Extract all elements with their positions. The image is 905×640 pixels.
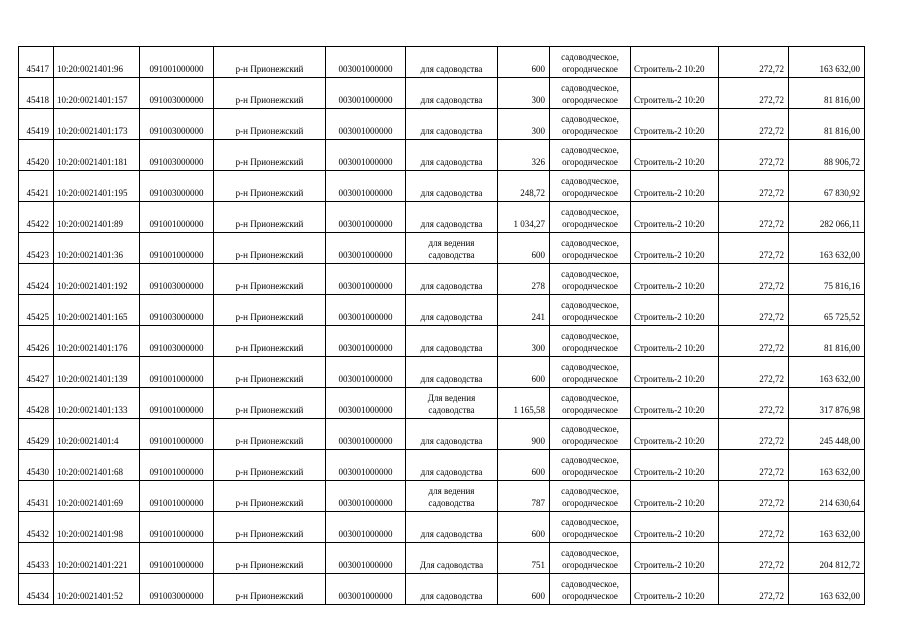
rate-cell: 272,72 — [719, 202, 789, 233]
okato-code-cell: 091001000000 — [140, 47, 214, 78]
rate-cell: 272,72 — [719, 574, 789, 605]
zone-code-cell: 003001000000 — [326, 543, 406, 574]
cadastral-number-cell: 10:20:0021401:69 — [54, 481, 140, 512]
district-cell: р-н Прионежский — [214, 512, 326, 543]
permitted-use-cell: для садоводства — [406, 78, 498, 109]
district-cell: р-н Прионежский — [214, 233, 326, 264]
cadastral-number-cell: 10:20:0021401:68 — [54, 450, 140, 481]
cadastral-value-cell: 163 632,00 — [789, 450, 865, 481]
area-cell: 326 — [498, 140, 550, 171]
area-cell: 600 — [498, 357, 550, 388]
table-row — [19, 295, 865, 326]
cadastral-number-cell: 10:20:0021401:98 — [54, 512, 140, 543]
permitted-use-cell: для садоводства — [406, 357, 498, 388]
settlement-cell: Строитель-2 10:20 — [631, 543, 719, 574]
row-number-cell: 45426 — [19, 326, 54, 357]
district-cell: р-н Прионежский — [214, 543, 326, 574]
category-cell: садоводческое, огороднческое — [550, 450, 631, 481]
table-row — [19, 388, 865, 419]
row-number-cell: 45423 — [19, 233, 54, 264]
area-cell: 278 — [498, 264, 550, 295]
district-cell: р-н Прионежский — [214, 450, 326, 481]
permitted-use-cell: для садоводства — [406, 295, 498, 326]
rate-cell: 272,72 — [719, 543, 789, 574]
cadastral-value-cell: 214 630,64 — [789, 481, 865, 512]
zone-code-cell: 003001000000 — [326, 481, 406, 512]
rate-cell: 272,72 — [719, 388, 789, 419]
district-cell: р-н Прионежский — [214, 481, 326, 512]
district-cell: р-н Прионежский — [214, 47, 326, 78]
district-cell: р-н Прионежский — [214, 419, 326, 450]
permitted-use-cell: для ведения садоводства — [406, 481, 498, 512]
row-number-cell: 45422 — [19, 202, 54, 233]
row-number-cell: 45433 — [19, 543, 54, 574]
area-cell: 1 165,58 — [498, 388, 550, 419]
area-cell: 300 — [498, 109, 550, 140]
category-cell: садоводческое, огороднческое — [550, 78, 631, 109]
rate-cell: 272,72 — [719, 264, 789, 295]
zone-code-cell: 003001000000 — [326, 419, 406, 450]
cadastral-value-cell: 75 816,16 — [789, 264, 865, 295]
cadastral-value-cell: 163 632,00 — [789, 512, 865, 543]
category-cell: садоводческое, огороднческое — [550, 543, 631, 574]
zone-code-cell: 003001000000 — [326, 171, 406, 202]
category-cell: садоводческое, огороднческое — [550, 109, 631, 140]
rate-cell: 272,72 — [719, 512, 789, 543]
permitted-use-cell: для садоводства — [406, 109, 498, 140]
district-cell: р-н Прионежский — [214, 357, 326, 388]
area-cell: 751 — [498, 543, 550, 574]
okato-code-cell: 091001000000 — [140, 543, 214, 574]
okato-code-cell: 091001000000 — [140, 388, 214, 419]
category-cell: садоводческое, огороднческое — [550, 357, 631, 388]
cadastral-value-cell: 163 632,00 — [789, 233, 865, 264]
category-cell: садоводческое, огороднческое — [550, 171, 631, 202]
rate-cell: 272,72 — [719, 326, 789, 357]
category-cell: садоводческое, огороднческое — [550, 295, 631, 326]
permitted-use-cell: Для садоводства — [406, 543, 498, 574]
settlement-cell: Строитель-2 10:20 — [631, 481, 719, 512]
zone-code-cell: 003001000000 — [326, 388, 406, 419]
row-number-cell: 45420 — [19, 140, 54, 171]
category-cell: садоводческое, огороднческое — [550, 264, 631, 295]
category-cell: садоводческое, огороднческое — [550, 140, 631, 171]
row-number-cell: 45417 — [19, 47, 54, 78]
permitted-use-cell: для садоводства — [406, 512, 498, 543]
zone-code-cell: 003001000000 — [326, 357, 406, 388]
table-row — [19, 109, 865, 140]
area-cell: 600 — [498, 512, 550, 543]
cadastral-number-cell: 10:20:0021401:157 — [54, 78, 140, 109]
cadastral-number-cell: 10:20:0021401:195 — [54, 171, 140, 202]
table-row — [19, 543, 865, 574]
category-cell: садоводческое, огороднческое — [550, 326, 631, 357]
cadastral-number-cell: 10:20:0021401:173 — [54, 109, 140, 140]
cadastral-number-cell: 10:20:0021401:192 — [54, 264, 140, 295]
settlement-cell: Строитель-2 10:20 — [631, 47, 719, 78]
settlement-cell: Строитель-2 10:20 — [631, 264, 719, 295]
cadastral-number-cell: 10:20:0021401:221 — [54, 543, 140, 574]
cadastral-number-cell: 10:20:0021401:96 — [54, 47, 140, 78]
area-cell: 600 — [498, 574, 550, 605]
cadastral-number-cell: 10:20:0021401:36 — [54, 233, 140, 264]
okato-code-cell: 091003000000 — [140, 78, 214, 109]
cadastral-value-cell: 88 906,72 — [789, 140, 865, 171]
zone-code-cell: 003001000000 — [326, 78, 406, 109]
okato-code-cell: 091003000000 — [140, 326, 214, 357]
table-row — [19, 233, 865, 264]
cadastral-value-cell: 245 448,00 — [789, 419, 865, 450]
okato-code-cell: 091001000000 — [140, 512, 214, 543]
okato-code-cell: 091003000000 — [140, 574, 214, 605]
row-number-cell: 45429 — [19, 419, 54, 450]
area-cell: 600 — [498, 450, 550, 481]
permitted-use-cell: для садоводства — [406, 574, 498, 605]
row-number-cell: 45418 — [19, 78, 54, 109]
cadastral-number-cell: 10:20:0021401:181 — [54, 140, 140, 171]
okato-code-cell: 091001000000 — [140, 357, 214, 388]
zone-code-cell: 003001000000 — [326, 140, 406, 171]
okato-code-cell: 091001000000 — [140, 419, 214, 450]
okato-code-cell: 091001000000 — [140, 202, 214, 233]
district-cell: р-н Прионежский — [214, 295, 326, 326]
cadastral-value-cell: 67 830,92 — [789, 171, 865, 202]
zone-code-cell: 003001000000 — [326, 47, 406, 78]
category-cell: садоводческое, огороднческое — [550, 47, 631, 78]
row-number-cell: 45428 — [19, 388, 54, 419]
okato-code-cell: 091003000000 — [140, 295, 214, 326]
area-cell: 300 — [498, 78, 550, 109]
row-number-cell: 45430 — [19, 450, 54, 481]
settlement-cell: Строитель-2 10:20 — [631, 574, 719, 605]
settlement-cell: Строитель-2 10:20 — [631, 326, 719, 357]
cadastral-number-cell: 10:20:0021401:139 — [54, 357, 140, 388]
settlement-cell: Строитель-2 10:20 — [631, 171, 719, 202]
cadastral-value-cell: 204 812,72 — [789, 543, 865, 574]
rate-cell: 272,72 — [719, 357, 789, 388]
area-cell: 1 034,27 — [498, 202, 550, 233]
table-row — [19, 140, 865, 171]
row-number-cell: 45419 — [19, 109, 54, 140]
cadastral-value-cell: 317 876,98 — [789, 388, 865, 419]
district-cell: р-н Прионежский — [214, 171, 326, 202]
category-cell: садоводческое, огороднческое — [550, 512, 631, 543]
category-cell: садоводческое, огороднческое — [550, 481, 631, 512]
permitted-use-cell: для садоводства — [406, 326, 498, 357]
cadastral-number-cell: 10:20:0021401:89 — [54, 202, 140, 233]
cadastral-number-cell: 10:20:0021401:133 — [54, 388, 140, 419]
area-cell: 300 — [498, 326, 550, 357]
zone-code-cell: 003001000000 — [326, 295, 406, 326]
cadastral-value-cell: 65 725,52 — [789, 295, 865, 326]
district-cell: р-н Прионежский — [214, 264, 326, 295]
rate-cell: 272,72 — [719, 233, 789, 264]
rate-cell: 272,72 — [719, 78, 789, 109]
zone-code-cell: 003001000000 — [326, 109, 406, 140]
row-number-cell: 45421 — [19, 171, 54, 202]
cadastral-value-cell: 163 632,00 — [789, 357, 865, 388]
row-number-cell: 45427 — [19, 357, 54, 388]
category-cell: садоводческое, огороднческое — [550, 419, 631, 450]
okato-code-cell: 091001000000 — [140, 481, 214, 512]
table-row — [19, 574, 865, 605]
settlement-cell: Строитель-2 10:20 — [631, 202, 719, 233]
area-cell: 600 — [498, 233, 550, 264]
district-cell: р-н Прионежский — [214, 109, 326, 140]
cadastral-value-cell: 81 816,00 — [789, 109, 865, 140]
okato-code-cell: 091003000000 — [140, 109, 214, 140]
table-row — [19, 78, 865, 109]
category-cell: садоводческое, огороднческое — [550, 574, 631, 605]
permitted-use-cell: Для ведения садоводства — [406, 388, 498, 419]
permitted-use-cell: для ведения садоводства — [406, 233, 498, 264]
zone-code-cell: 003001000000 — [326, 450, 406, 481]
rate-cell: 272,72 — [719, 171, 789, 202]
rate-cell: 272,72 — [719, 419, 789, 450]
zone-code-cell: 003001000000 — [326, 233, 406, 264]
district-cell: р-н Прионежский — [214, 326, 326, 357]
settlement-cell: Строитель-2 10:20 — [631, 388, 719, 419]
cadastral-value-cell: 81 816,00 — [789, 326, 865, 357]
table-row — [19, 512, 865, 543]
category-cell: садоводческое, огороднческое — [550, 233, 631, 264]
okato-code-cell: 091003000000 — [140, 171, 214, 202]
category-cell: садоводческое, огороднческое — [550, 202, 631, 233]
table-row — [19, 419, 865, 450]
zone-code-cell: 003001000000 — [326, 574, 406, 605]
rate-cell: 272,72 — [719, 140, 789, 171]
zone-code-cell: 003001000000 — [326, 202, 406, 233]
table-row — [19, 171, 865, 202]
row-number-cell: 45431 — [19, 481, 54, 512]
cadastral-value-cell: 163 632,00 — [789, 574, 865, 605]
cadastral-number-cell: 10:20:0021401:165 — [54, 295, 140, 326]
table-row — [19, 357, 865, 388]
zone-code-cell: 003001000000 — [326, 264, 406, 295]
cadastral-value-cell: 163 632,00 — [789, 47, 865, 78]
rate-cell: 272,72 — [719, 47, 789, 78]
district-cell: р-н Прионежский — [214, 202, 326, 233]
district-cell: р-н Прионежский — [214, 78, 326, 109]
district-cell: р-н Прионежский — [214, 140, 326, 171]
settlement-cell: Строитель-2 10:20 — [631, 357, 719, 388]
settlement-cell: Строитель-2 10:20 — [631, 78, 719, 109]
permitted-use-cell: для садоводства — [406, 450, 498, 481]
rate-cell: 272,72 — [719, 109, 789, 140]
table-row — [19, 264, 865, 295]
rate-cell: 272,72 — [719, 481, 789, 512]
land-valuation-table — [18, 46, 865, 605]
district-cell: р-н Прионежский — [214, 388, 326, 419]
okato-code-cell: 091001000000 — [140, 450, 214, 481]
area-cell: 600 — [498, 47, 550, 78]
okato-code-cell: 091003000000 — [140, 140, 214, 171]
cadastral-number-cell: 10:20:0021401:176 — [54, 326, 140, 357]
table-row — [19, 450, 865, 481]
zone-code-cell: 003001000000 — [326, 512, 406, 543]
rate-cell: 272,72 — [719, 450, 789, 481]
settlement-cell: Строитель-2 10:20 — [631, 140, 719, 171]
table-row — [19, 481, 865, 512]
table-body — [19, 47, 865, 605]
cadastral-value-cell: 282 066,11 — [789, 202, 865, 233]
district-cell: р-н Прионежский — [214, 574, 326, 605]
area-cell: 900 — [498, 419, 550, 450]
area-cell: 241 — [498, 295, 550, 326]
table-row — [19, 326, 865, 357]
okato-code-cell: 091003000000 — [140, 264, 214, 295]
row-number-cell: 45434 — [19, 574, 54, 605]
cadastral-number-cell: 10:20:0021401:4 — [54, 419, 140, 450]
table-row — [19, 202, 865, 233]
settlement-cell: Строитель-2 10:20 — [631, 450, 719, 481]
row-number-cell: 45424 — [19, 264, 54, 295]
area-cell: 248,72 — [498, 171, 550, 202]
permitted-use-cell: для садоводства — [406, 140, 498, 171]
row-number-cell: 45432 — [19, 512, 54, 543]
cadastral-value-cell: 81 816,00 — [789, 78, 865, 109]
permitted-use-cell: для садоводства — [406, 264, 498, 295]
permitted-use-cell: для садоводства — [406, 47, 498, 78]
row-number-cell: 45425 — [19, 295, 54, 326]
rate-cell: 272,72 — [719, 295, 789, 326]
area-cell: 787 — [498, 481, 550, 512]
settlement-cell: Строитель-2 10:20 — [631, 512, 719, 543]
settlement-cell: Строитель-2 10:20 — [631, 295, 719, 326]
permitted-use-cell: для садоводства — [406, 202, 498, 233]
zone-code-cell: 003001000000 — [326, 326, 406, 357]
cadastral-number-cell: 10:20:0021401:52 — [54, 574, 140, 605]
category-cell: садоводческое, огороднческое — [550, 388, 631, 419]
permitted-use-cell: для садоводства — [406, 419, 498, 450]
settlement-cell: Строитель-2 10:20 — [631, 109, 719, 140]
table-row — [19, 47, 865, 78]
settlement-cell: Строитель-2 10:20 — [631, 233, 719, 264]
settlement-cell: Строитель-2 10:20 — [631, 419, 719, 450]
okato-code-cell: 091001000000 — [140, 233, 214, 264]
permitted-use-cell: для садоводства — [406, 171, 498, 202]
